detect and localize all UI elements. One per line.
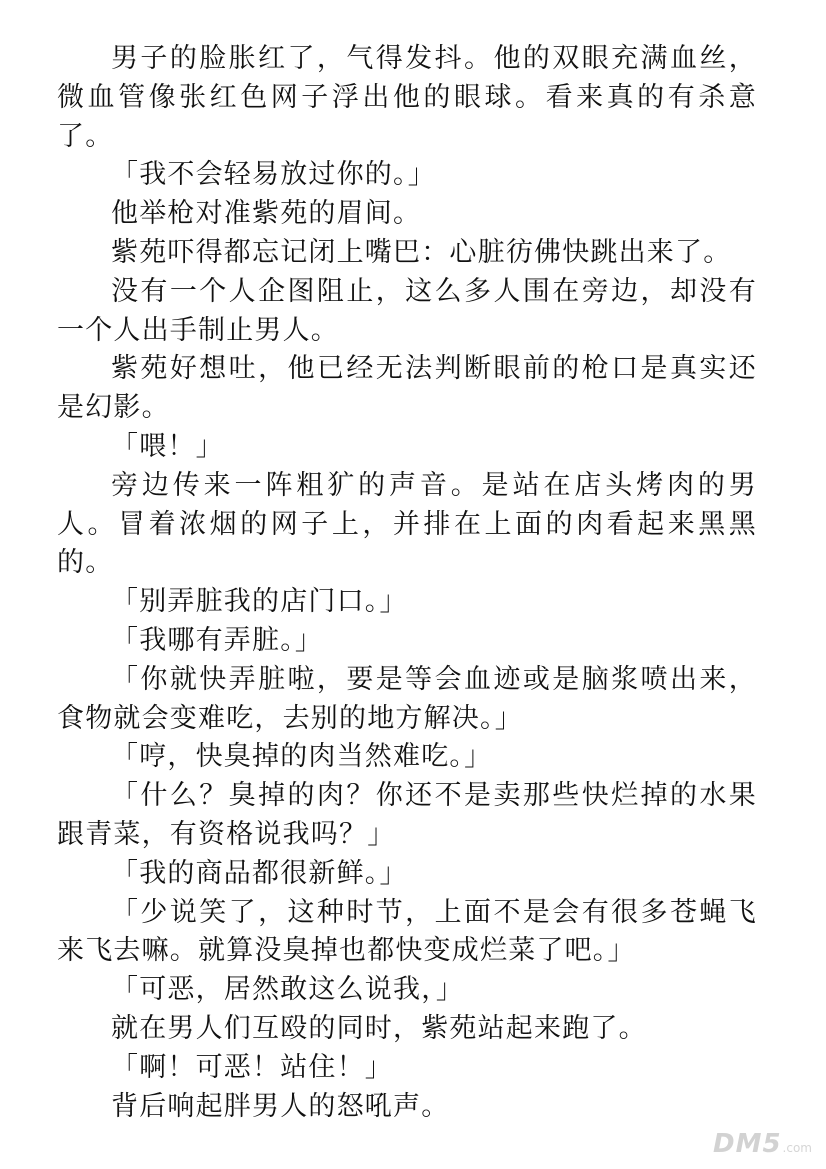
paragraph: 「我不会轻易放过你的。」 [111, 159, 436, 191]
paragraph: 「啊！可恶！站住！」 [111, 1051, 393, 1083]
paragraph: 背后响起胖男人的怒吼声。 [111, 1090, 450, 1122]
paragraph: 没有一个人企图阻止，这么多人围在旁边，却没有一个人出手制止男人。 [57, 275, 757, 346]
paragraph: 「可恶，居然敢这么说我，」 [111, 974, 465, 1006]
paragraph: 「哼，快臭掉的肉当然难吃。」 [111, 741, 493, 773]
watermark-domain-suffix: .com [782, 1141, 812, 1155]
paragraph: 「什么？臭掉的肉？你还不是卖那些快烂掉的水果跟青菜，有资格说我吗？」 [57, 780, 757, 850]
paragraph: 「别弄脏我的店门口。」 [111, 586, 408, 618]
site-watermark [713, 1129, 812, 1159]
paragraph: 「少说笑了，这种时节，上面不是会有很多苍蝇飞来飞去嘛。就算没臭掉也都快变成烂菜了吧。」 [57, 896, 757, 967]
paragraph: 「我哪有弄脏。」 [111, 624, 324, 656]
paragraph: 就在男人们互殴的同时，紫苑站起来跑了。 [111, 1012, 647, 1044]
paragraph: 男子的脸胀红了，气得发抖。他的双眼充满血丝，微血管像张红色网子浮出他的眼球。看来真的有杀意了。 [57, 43, 757, 152]
paragraph: 「我的商品都很新鲜。」 [111, 857, 408, 889]
watermark-logo-text: DM5 [713, 1129, 782, 1159]
paragraph: 紫苑好想吐，他已经无法判断眼前的枪口是真实还是幻影。 [57, 353, 757, 424]
paragraph: 他举枪对准紫苑的眉间。 [111, 198, 422, 230]
paragraph: 紫苑吓得都忘记闭上嘴巴：心脏彷佛快跳出来了。 [111, 236, 732, 268]
paragraph: 「你就快弄脏啦，要是等会血迹或是脑浆喷出来，食物就会变难吃，去别的地方解决。」 [57, 663, 757, 734]
paragraph: 「喂！」 [111, 430, 224, 462]
novel-text-body [57, 40, 757, 1126]
paragraph: 旁边传来一阵粗犷的声音。是站在店头烤肉的男人。冒着浓烟的网子上，并排在上面的肉看起来黑黑的。 [57, 469, 757, 579]
